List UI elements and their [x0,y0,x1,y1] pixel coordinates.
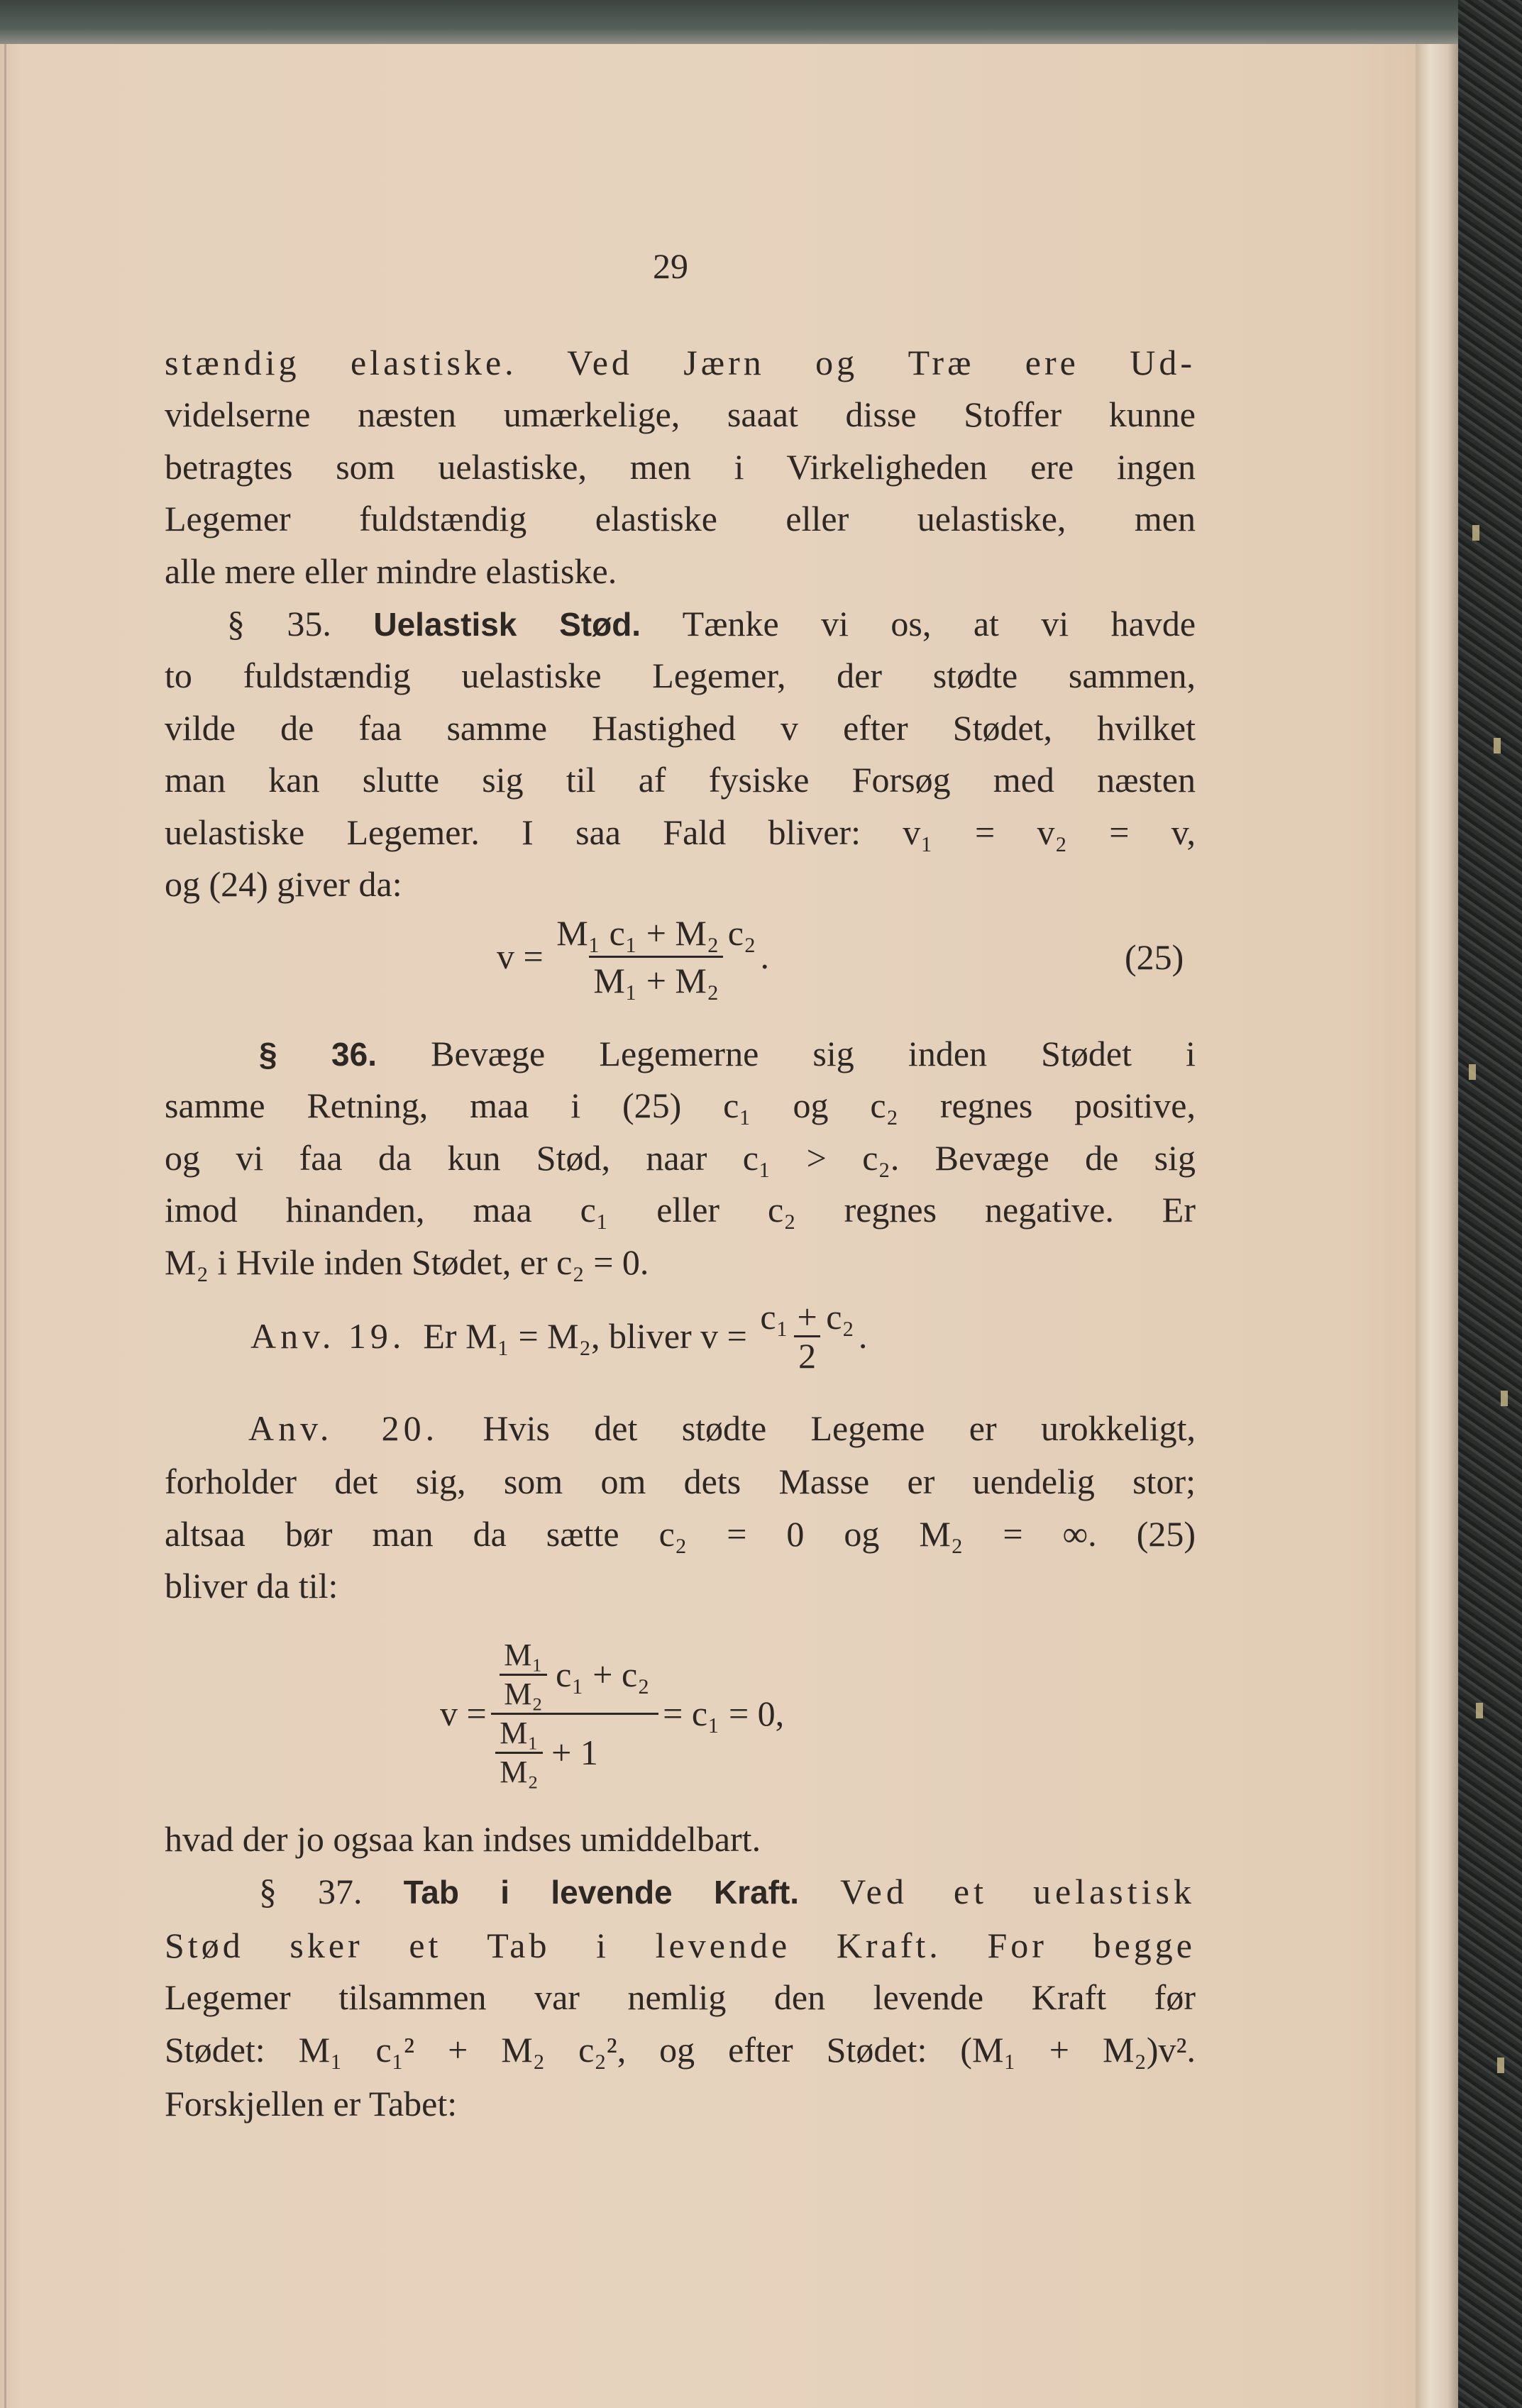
text: Ved et uelastisk [840,1872,1196,1911]
text-line: Forskjellen er Tabet: [165,2084,458,2123]
remark-19 [250,1291,867,1381]
section-number: § 37. [259,1872,363,1911]
numerator [495,1637,654,1713]
equation-25 [497,910,769,1003]
book-cover [1458,0,1522,2408]
text: Hvis det stødte Legeme er urokkeligt, [482,1408,1196,1448]
text-line: to fuldstændig uelastiske Legemer, der stødte sammen, [165,656,1196,695]
period: . [760,937,769,976]
text-line: Legemer tilsammen var nemlig den levende Kraft før [165,1977,1196,2017]
num-tail: c₁ + c₂ [556,1655,650,1694]
remark-label: Anv. 20. [248,1408,439,1448]
text-line: betragtes som uelastiske, men i Virkeligheden ere ingen [165,447,1196,487]
text-line: alle mere eller mindre elastiske. [165,551,617,591]
text: Bevæge Legemerne sig inden Stødet i [431,1034,1196,1073]
text-line: Stødet: M₁ c₁² + M₂ c₂², og efter Stødet: (M₁ + M₂)v². [165,2030,1196,2070]
text-line: videlserne næsten umærkelige, saaat disse Stoffer kunne [165,394,1196,434]
text-line: bliver da til: [165,1566,338,1606]
text-line: M₂ i Hvile inden Stødet, er c₂ = 0. [165,1242,649,1282]
denominator: M₁ + M₂ [589,956,723,1003]
numerator: c₁ + c₂ [760,1296,854,1337]
section-number: § 35. [227,604,331,644]
den-tail: + 1 [551,1733,598,1772]
eq-rhs: = c₁ = 0, [663,1694,785,1733]
eq-lhs: v = [440,1694,487,1733]
text-line: Stød sker et Tab i levende Kraft. For begge [165,1926,1196,1965]
text-line: og (24) giver da: [165,864,402,904]
equation-big [440,1618,784,1809]
page-right-edge [1416,44,1458,2408]
ratio-den: M₂ [495,1752,542,1791]
period: . [858,1316,868,1356]
text-line: stændig elastiske. Ved Jærn og Træ ere Ud- [165,343,1196,382]
text-line: forholder det sig, som om dets Masse er uendelig stor; [165,1462,1196,1501]
text-line: uelastiske Legemer. I saa Fald bliver: v₁ = v₂ = v, [165,812,1196,852]
section-heading: Tab i levende Kraft. [403,1874,800,1911]
section-heading: Uelastisk Stød. [373,606,641,643]
section-35-first-line [227,597,1196,650]
text-line: altsaa bør man da sætte c₂ = 0 og M₂ = ∞. (25) [165,1514,1196,1554]
ratio-den: M₂ [500,1674,546,1713]
text-line: imod hinanden, maa c₁ eller c₂ regnes negative. Er [165,1190,1196,1230]
denominator: 2 [794,1335,820,1374]
denominator [491,1713,658,1791]
text-line: og vi faa da kun Stød, naar c₁ > c₂. Bevæge de sig [165,1138,1196,1178]
equation-label: (25) [1125,937,1184,977]
section-37-first-line [259,1865,1196,1918]
remark-20-first-line [248,1402,1196,1454]
ratio-num: M₁ [500,1715,539,1750]
section-36-first-line [259,1027,1196,1080]
page-number: 29 [653,246,688,286]
fraction [756,1298,858,1374]
text-line: vilde de faa samme Hastighed v efter Stødet, hvilket [165,708,1196,748]
remark-text: Er M₁ = M₂, bliver v = [423,1316,747,1356]
eq-lhs: v = [497,937,544,976]
scan-top-edge [0,0,1522,44]
page-left-edge [4,44,6,2408]
section-number: § 36. [259,1036,377,1073]
text-line: samme Retning, maa i (25) c₁ og c₂ regnes positive, [165,1086,1196,1125]
text-line: hvad der jo ogsaa kan indses umiddelbart. [165,1819,761,1859]
fraction [552,910,760,1003]
ratio-num: M₁ [504,1637,543,1672]
text-line: Legemer fuldstændig elastiske eller uelastiske, men [165,499,1196,539]
compound-fraction [495,1637,654,1791]
numerator: M₁ c₁ + M₂ c₂ [556,912,756,953]
text: Tænke vi os, at vi havde [682,604,1196,644]
remark-label: Anv. 19. [250,1316,406,1356]
text-line: man kan slutte sig til af fysiske Forsøg med næsten [165,760,1196,800]
